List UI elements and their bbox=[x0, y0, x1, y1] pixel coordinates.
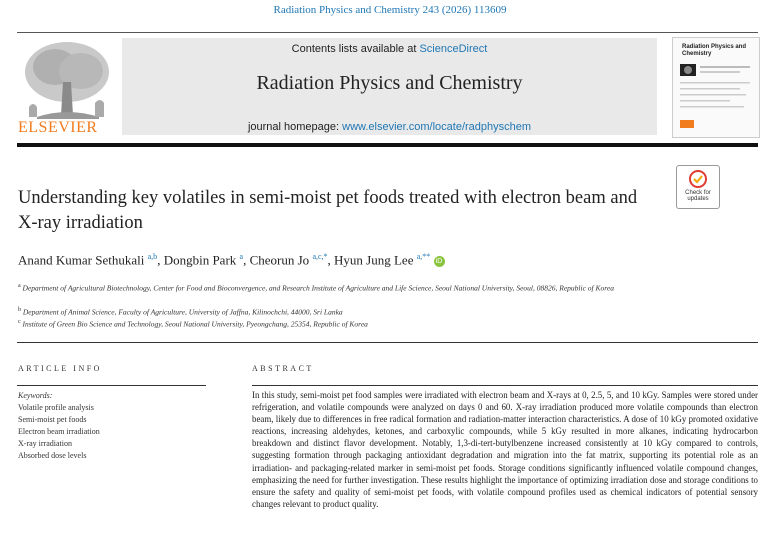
keywords-label: Keywords: bbox=[18, 391, 53, 400]
keyword-item: Semi-moist pet foods bbox=[18, 415, 87, 424]
affiliation-marker: b bbox=[18, 307, 21, 313]
section-rule bbox=[17, 342, 758, 343]
abstract-text: In this study, semi-moist pet food samples were irradiated with electron beam and X-rays at 0, 2.5, 5, and 10 kGy. Samples were stored under refrigeration, and volatile compounds were analyzed on days 0 and 60. X-ray irradiation produced more volatile compounds than electron beam, likely due to differences in free radical formation and radiation-matter interaction characteristics. A dose of 10 kGy promoted oxidative reactions, increasing aldehydes, ketones, and carboxylic compounds, while 5 kGy resulted in more alkanes, indicating hydrocarbon breakdown and distinct flavor development. Notably, 1,3-di-tert-butylbenzene increased consistently at 10 kGy compared to controls, suggesting formation through packaging antioxidant degradation and migration into the fat matrix, supporting its potential role as an irradiation- and packaging-related marker in semi-moist pet foods. Storage conditions significantly influenced volatile compound changes, emphasizing the need for further investigation. These results highlight the importance of optimizing irradiation dose and storage conditions to ensure the safety and quality of semi-moist pet foods, with volatile compound profiles used as chemical indicators of potential sensory changes relevant to product quality. bbox=[252, 390, 758, 509]
journal-name: Radiation Physics and Chemistry bbox=[256, 72, 523, 94]
affiliation bbox=[18, 281, 678, 294]
author-list bbox=[18, 252, 445, 268]
affiliation-text: Institute of Green Bio Science and Technology, Seoul National University, Pyeongchang, 25354, Republic of Korea bbox=[22, 319, 368, 329]
check-for-updates-badge[interactable] bbox=[676, 165, 720, 209]
article-title: Understanding key volatiles in semi-moist pet foods treated with electron beam and X-ray irradiation bbox=[18, 188, 638, 233]
author-separator: , bbox=[327, 252, 335, 268]
contents-prefix: Contents lists available at bbox=[291, 43, 420, 55]
affiliation-marker: a bbox=[18, 283, 21, 289]
affiliation bbox=[18, 317, 678, 330]
orcid-icon[interactable]: iD bbox=[434, 256, 445, 267]
abstract-heading: ABSTRACT bbox=[252, 364, 314, 373]
article-info-rule bbox=[17, 385, 206, 386]
elsevier-wordmark: ELSEVIER bbox=[18, 119, 98, 136]
author-name[interactable]: Cheorun Jo bbox=[249, 252, 310, 268]
keyword-item: Absorbed dose levels bbox=[18, 451, 87, 460]
author-name[interactable]: Hyun Jung Lee bbox=[334, 252, 414, 268]
cover-graphic bbox=[678, 62, 754, 132]
affiliation-text: Department of Agricultural Biotechnology, Center for Food and Bioconvergence, and Research Institute of Agriculture and Life Science, Seoul National University, Seoul, 08826, Republic of Korea bbox=[22, 283, 614, 293]
affiliation-marker: c bbox=[18, 319, 21, 325]
keyword-item: Electron beam irradiation bbox=[18, 427, 100, 436]
contents-lists-line bbox=[122, 43, 657, 55]
abstract-rule bbox=[252, 385, 758, 386]
check-for-updates-label: Check for updates bbox=[685, 190, 711, 202]
journal-homepage-line bbox=[122, 121, 657, 133]
author-name[interactable]: Dongbin Park bbox=[163, 252, 237, 268]
journal-citation[interactable]: Radiation Physics and Chemistry 243 (2026) 113609 bbox=[273, 4, 507, 16]
sciencedirect-link[interactable]: ScienceDirect bbox=[419, 43, 488, 55]
journal-homepage-link[interactable]: www.elsevier.com/locate/radphyschem bbox=[342, 121, 532, 133]
author-affiliation-marker[interactable]: a,** bbox=[416, 252, 431, 261]
header-top-rule bbox=[17, 32, 758, 33]
header-bottom-rule bbox=[17, 143, 758, 147]
author-affiliation-marker[interactable]: a bbox=[239, 252, 244, 261]
affiliation bbox=[18, 305, 678, 318]
author-separator: , bbox=[157, 252, 164, 268]
author-separator: , bbox=[243, 252, 250, 268]
cover-title: Radiation Physics and Chemistry bbox=[682, 44, 747, 57]
author-name[interactable]: Anand Kumar Sethukali bbox=[18, 252, 145, 268]
author-affiliation-marker[interactable]: a,b bbox=[147, 252, 158, 261]
homepage-prefix: journal homepage: bbox=[247, 121, 343, 133]
keyword-item: Volatile profile analysis bbox=[18, 403, 94, 412]
check-updates-icon bbox=[689, 170, 707, 188]
article-info-heading: ARTICLE INFO bbox=[18, 364, 102, 373]
author-affiliation-marker[interactable]: a,c,* bbox=[312, 252, 328, 261]
affiliation-text: Department of Animal Science, Faculty of Agriculture, University of Jaffna, Kilinochchi, 44000, Sri Lanka bbox=[22, 307, 343, 317]
keyword-item: X-ray irradiation bbox=[18, 439, 72, 448]
